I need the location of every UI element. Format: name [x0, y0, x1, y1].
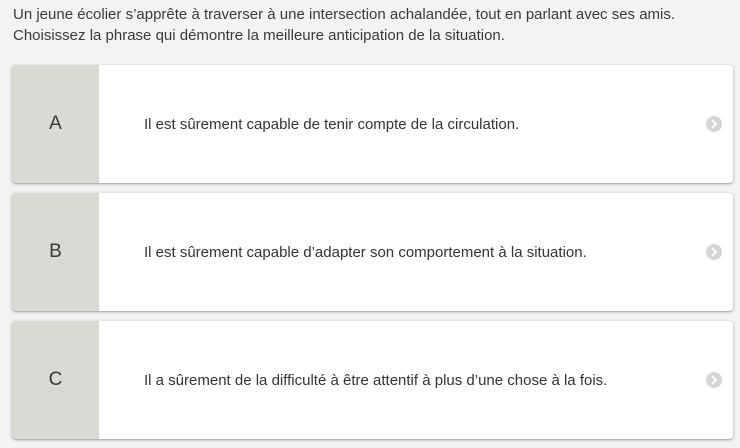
choice-text: Il est sûrement capable de tenir compte de la circulation. — [144, 115, 520, 133]
question-line-1: Un jeune écolier s’apprête à traverser à une intersection achalandée, tout en parlant avec ses amis. — [13, 6, 676, 23]
question-text — [13, 4, 728, 46]
chevron-right-circle-icon — [706, 244, 722, 260]
question-line-2: Choisissez la phrase qui démontre la meilleure anticipation de la situation. — [13, 27, 505, 44]
choice-letter: A — [12, 65, 99, 183]
chevron-right-circle-icon — [706, 116, 722, 132]
choice-letter: B — [12, 193, 99, 311]
choice-letter: C — [12, 321, 99, 439]
answer-choices — [12, 65, 733, 448]
answer-choice-b[interactable] — [12, 193, 733, 311]
answer-choice-a[interactable] — [12, 65, 733, 183]
answer-choice-c[interactable] — [12, 321, 733, 439]
chevron-right-circle-icon — [706, 372, 722, 388]
choice-text: Il a sûrement de la difficulté à être attentif à plus d’une chose à la fois. — [144, 371, 608, 389]
choice-text: Il est sûrement capable d’adapter son comportement à la situation. — [144, 243, 587, 261]
